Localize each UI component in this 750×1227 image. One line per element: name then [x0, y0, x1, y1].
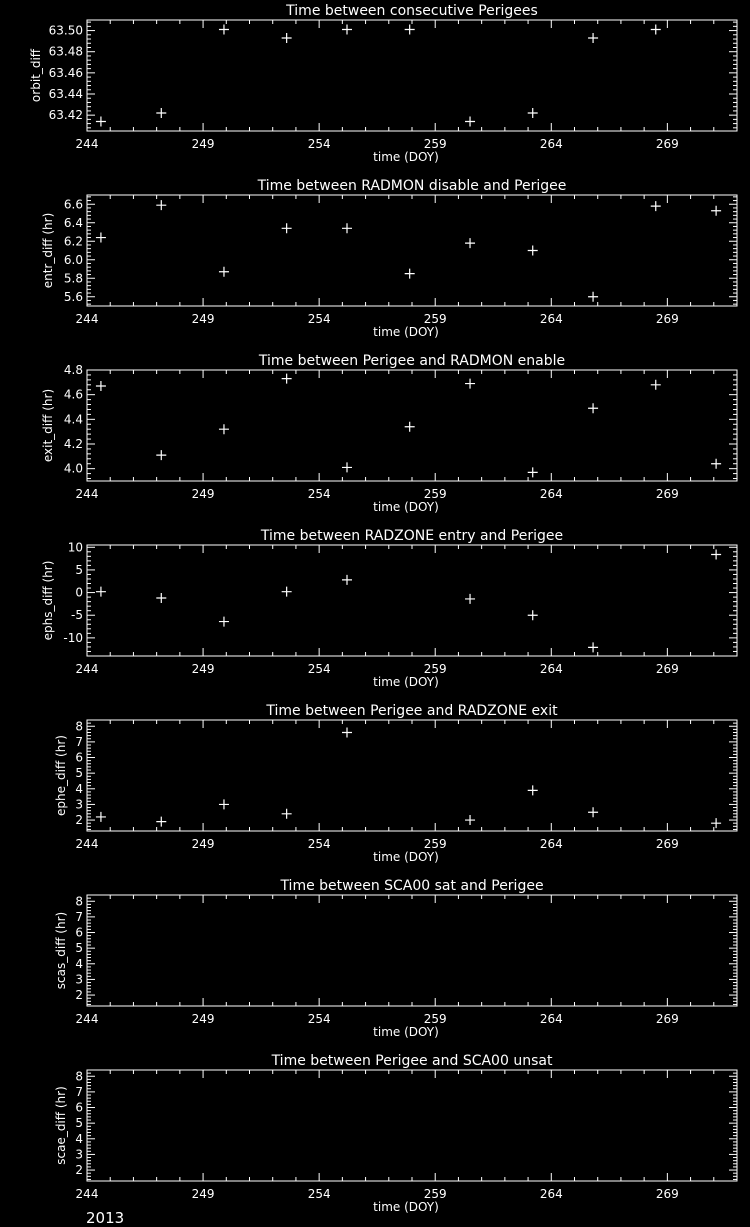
data-point [588, 642, 598, 652]
data-point [711, 459, 721, 469]
y-tick-label: 7 [75, 734, 83, 749]
x-axis-label: time (DOY) [373, 1025, 439, 1039]
y-tick-label: 63.42 [48, 108, 83, 123]
x-tick-label: 264 [539, 312, 563, 326]
x-tick-label: 249 [191, 312, 215, 326]
y-tick-label: 6 [75, 750, 83, 765]
plot-frame [87, 1070, 737, 1181]
data-point [219, 799, 229, 809]
y-tick-label: 4 [75, 781, 83, 796]
y-axis-label: scae_diff (hr) [54, 1086, 68, 1165]
y-tick-label: 6.4 [63, 215, 83, 230]
x-tick-label: 244 [75, 137, 99, 151]
x-tick-label: 264 [539, 1012, 563, 1026]
y-tick-label: 8 [75, 894, 83, 909]
chart-panel-4 [41, 528, 737, 689]
y-tick-label: 63.44 [48, 87, 83, 101]
data-point [465, 594, 475, 604]
year-label: 2013 [86, 1209, 125, 1227]
y-axis-label: orbit_diff [29, 48, 43, 103]
y-tick-label: 0 [75, 585, 83, 600]
chart-panel-3 [41, 353, 737, 514]
x-tick-label: 259 [423, 487, 447, 501]
data-point [465, 116, 475, 126]
y-tick-label: 6.6 [63, 197, 83, 212]
chart-title: Time between consecutive Perigees [286, 3, 538, 19]
y-tick-label: -10 [63, 630, 83, 645]
y-tick-label: 5.6 [63, 289, 83, 304]
x-tick-label: 269 [655, 837, 679, 851]
x-axis-label: time (DOY) [373, 675, 439, 689]
y-tick-label: 4.4 [63, 412, 83, 427]
x-tick-label: 254 [307, 312, 331, 326]
x-tick-label: 244 [75, 837, 99, 851]
data-point [342, 575, 352, 585]
chart-panel-2 [41, 178, 737, 339]
data-point [405, 422, 415, 432]
data-point [96, 233, 106, 243]
chart-panel-7 [54, 1053, 737, 1214]
data-point [711, 818, 721, 828]
x-tick-label: 244 [75, 487, 99, 501]
y-tick-label: 7 [75, 909, 83, 924]
plot-frame [87, 545, 737, 656]
data-point [528, 246, 538, 256]
x-axis-label: time (DOY) [373, 500, 439, 514]
data-point [465, 238, 475, 248]
x-tick-label: 254 [307, 1187, 331, 1201]
data-point [711, 550, 721, 560]
y-tick-label: 4.2 [63, 437, 83, 451]
y-tick-label: 63.48 [48, 44, 83, 59]
data-point [651, 201, 661, 211]
y-axis-label: entr_diff (hr) [41, 212, 55, 289]
x-tick-label: 254 [307, 137, 331, 151]
x-axis-label: time (DOY) [373, 325, 439, 339]
data-point [465, 815, 475, 825]
data-point [651, 25, 661, 35]
data-point [96, 116, 106, 126]
chart-title: Time between RADMON disable and Perigee [257, 178, 567, 194]
chart-title: Time between Perigee and RADZONE exit [266, 703, 558, 719]
data-point [156, 450, 166, 460]
x-tick-label: 259 [423, 662, 447, 676]
y-axis-label: ephs_diff (hr) [41, 560, 55, 641]
y-tick-label: 5 [75, 766, 83, 781]
data-point [96, 812, 106, 822]
plot-frame [87, 195, 737, 306]
x-tick-label: 269 [655, 137, 679, 151]
x-tick-label: 264 [539, 1187, 563, 1201]
x-tick-label: 254 [307, 487, 331, 501]
chart-title: Time between SCA00 sat and Perigee [280, 878, 544, 894]
x-tick-label: 264 [539, 137, 563, 151]
data-point [588, 403, 598, 413]
data-point [282, 587, 292, 597]
x-tick-label: 254 [307, 1012, 331, 1026]
data-point [405, 25, 415, 35]
y-tick-label: 4.0 [63, 461, 83, 476]
y-tick-label: 3 [75, 1147, 83, 1162]
x-tick-label: 264 [539, 837, 563, 851]
y-tick-label: 6.0 [63, 252, 83, 267]
x-tick-label: 259 [423, 1187, 447, 1201]
y-tick-label: 63.50 [48, 23, 83, 38]
x-tick-label: 249 [191, 837, 215, 851]
y-tick-label: 4 [75, 1131, 83, 1146]
x-tick-label: 269 [655, 1012, 679, 1026]
chart-title: Time between Perigee and RADMON enable [258, 353, 566, 369]
data-point [282, 809, 292, 819]
x-tick-label: 269 [655, 487, 679, 501]
plot-frame [87, 20, 737, 131]
data-point [528, 610, 538, 620]
y-tick-label: 63.46 [48, 65, 83, 80]
x-axis-label: time (DOY) [373, 1200, 439, 1214]
data-point [711, 206, 721, 216]
x-tick-label: 249 [191, 662, 215, 676]
y-axis-label: ephe_diff (hr) [54, 735, 68, 816]
x-axis-label: time (DOY) [373, 150, 439, 164]
x-tick-label: 259 [423, 1012, 447, 1026]
x-axis-label: time (DOY) [373, 850, 439, 864]
y-tick-label: 3 [75, 972, 83, 987]
chart-title: Time between RADZONE entry and Perigee [260, 528, 564, 544]
data-point [96, 381, 106, 391]
data-point [528, 108, 538, 118]
y-tick-label: 5 [75, 1116, 83, 1131]
y-tick-label: 2 [75, 1163, 83, 1178]
plot-frame [87, 895, 737, 1006]
chart-panel-5 [54, 703, 737, 864]
data-point [342, 462, 352, 472]
y-tick-label: 4.6 [63, 387, 83, 402]
data-point [219, 25, 229, 35]
y-tick-label: 6.2 [63, 234, 83, 249]
y-tick-label: 3 [75, 797, 83, 812]
x-tick-label: 244 [75, 1012, 99, 1026]
y-tick-label: 4 [75, 956, 83, 971]
y-tick-label: 7 [75, 1084, 83, 1099]
data-point [342, 728, 352, 738]
x-tick-label: 254 [307, 662, 331, 676]
data-point [528, 467, 538, 477]
data-point [342, 25, 352, 35]
data-point [156, 593, 166, 603]
chart-panel-1 [29, 3, 737, 164]
plot-frame [87, 720, 737, 831]
data-point [282, 374, 292, 384]
data-point [219, 267, 229, 277]
plot-frame [87, 370, 737, 481]
x-tick-label: 249 [191, 487, 215, 501]
data-point [219, 617, 229, 627]
data-point [528, 785, 538, 795]
data-point [405, 269, 415, 279]
data-point [156, 200, 166, 210]
chart-title: Time between Perigee and SCA00 unsat [271, 1053, 553, 1069]
x-tick-label: 259 [423, 137, 447, 151]
y-tick-label: -5 [71, 608, 83, 623]
data-point [156, 817, 166, 827]
x-tick-label: 249 [191, 1012, 215, 1026]
y-tick-label: 2 [75, 813, 83, 828]
y-tick-label: 8 [75, 1069, 83, 1084]
x-tick-label: 249 [191, 1187, 215, 1201]
y-tick-label: 6 [75, 925, 83, 940]
chart-panel-6 [54, 878, 737, 1039]
x-tick-label: 269 [655, 312, 679, 326]
data-point [342, 223, 352, 233]
x-tick-label: 254 [307, 837, 331, 851]
x-tick-label: 249 [191, 137, 215, 151]
data-point [96, 587, 106, 597]
x-tick-label: 264 [539, 487, 563, 501]
y-tick-label: 6 [75, 1100, 83, 1115]
y-tick-label: 8 [75, 719, 83, 734]
data-point [651, 380, 661, 390]
y-tick-label: 4.8 [63, 363, 83, 377]
data-point [282, 223, 292, 233]
x-tick-label: 259 [423, 312, 447, 326]
x-tick-label: 264 [539, 662, 563, 676]
y-tick-label: 5 [75, 562, 83, 577]
x-tick-label: 244 [75, 1187, 99, 1201]
data-point [588, 807, 598, 817]
y-tick-label: 5.8 [63, 271, 83, 286]
y-tick-label: 2 [75, 988, 83, 1003]
x-tick-label: 244 [75, 662, 99, 676]
x-tick-label: 269 [655, 1187, 679, 1201]
y-tick-label: 10 [67, 540, 83, 555]
y-axis-label: scas_diff (hr) [54, 911, 68, 990]
x-tick-label: 259 [423, 837, 447, 851]
data-point [282, 33, 292, 43]
data-point [588, 33, 598, 43]
data-point [588, 292, 598, 302]
y-tick-label: 5 [75, 941, 83, 956]
data-point [156, 108, 166, 118]
data-point [219, 424, 229, 434]
y-axis-label: exit_diff (hr) [41, 388, 55, 463]
x-tick-label: 244 [75, 312, 99, 326]
data-point [465, 379, 475, 389]
x-tick-label: 269 [655, 662, 679, 676]
